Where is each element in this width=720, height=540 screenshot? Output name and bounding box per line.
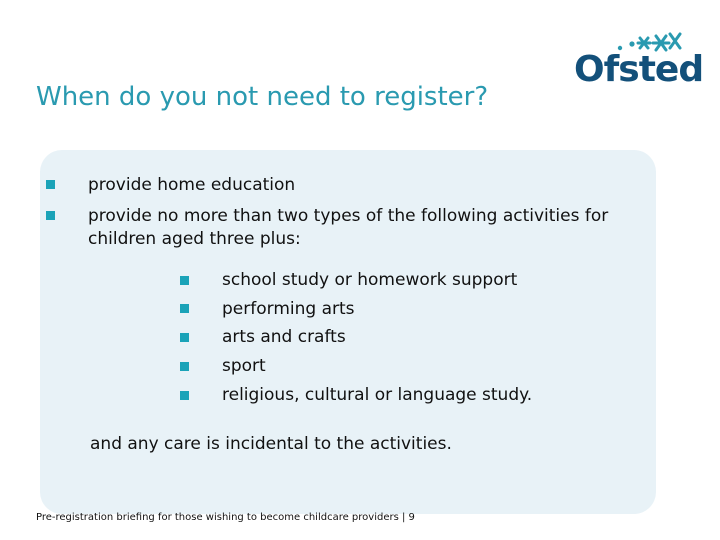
sub-bullet-text: religious, cultural or language study. — [222, 385, 533, 405]
sub-bullet-text: performing arts — [222, 299, 355, 319]
sub-bullet-text: school study or homework support — [222, 270, 518, 290]
ofsted-logo — [572, 32, 704, 94]
bullet-text-continued: children aged three plus: — [88, 229, 301, 249]
sub-bullet-text: arts and crafts — [222, 327, 346, 347]
logo-wordmark: Ofsted — [574, 49, 704, 90]
bullet-text: provide home education — [88, 175, 296, 195]
slide-title: When do you not need to register? — [36, 82, 489, 112]
sub-bullet-icon — [180, 304, 189, 313]
bullet-icon — [46, 211, 55, 220]
bullet-icon — [46, 180, 55, 189]
sub-bullet-icon — [180, 362, 189, 371]
sub-bullet-icon — [180, 391, 189, 400]
bullet-text: provide no more than two types of the following activities for — [88, 206, 609, 226]
content-panel — [40, 150, 656, 514]
sub-bullet-icon — [180, 333, 189, 342]
sub-bullet-text: sport — [222, 356, 266, 376]
sub-bullet-icon — [180, 276, 189, 285]
slide-footer: Pre-registration briefing for those wishing to become childcare providers | 9 — [36, 512, 415, 523]
closing-text: and any care is incidental to the activities. — [90, 434, 452, 454]
